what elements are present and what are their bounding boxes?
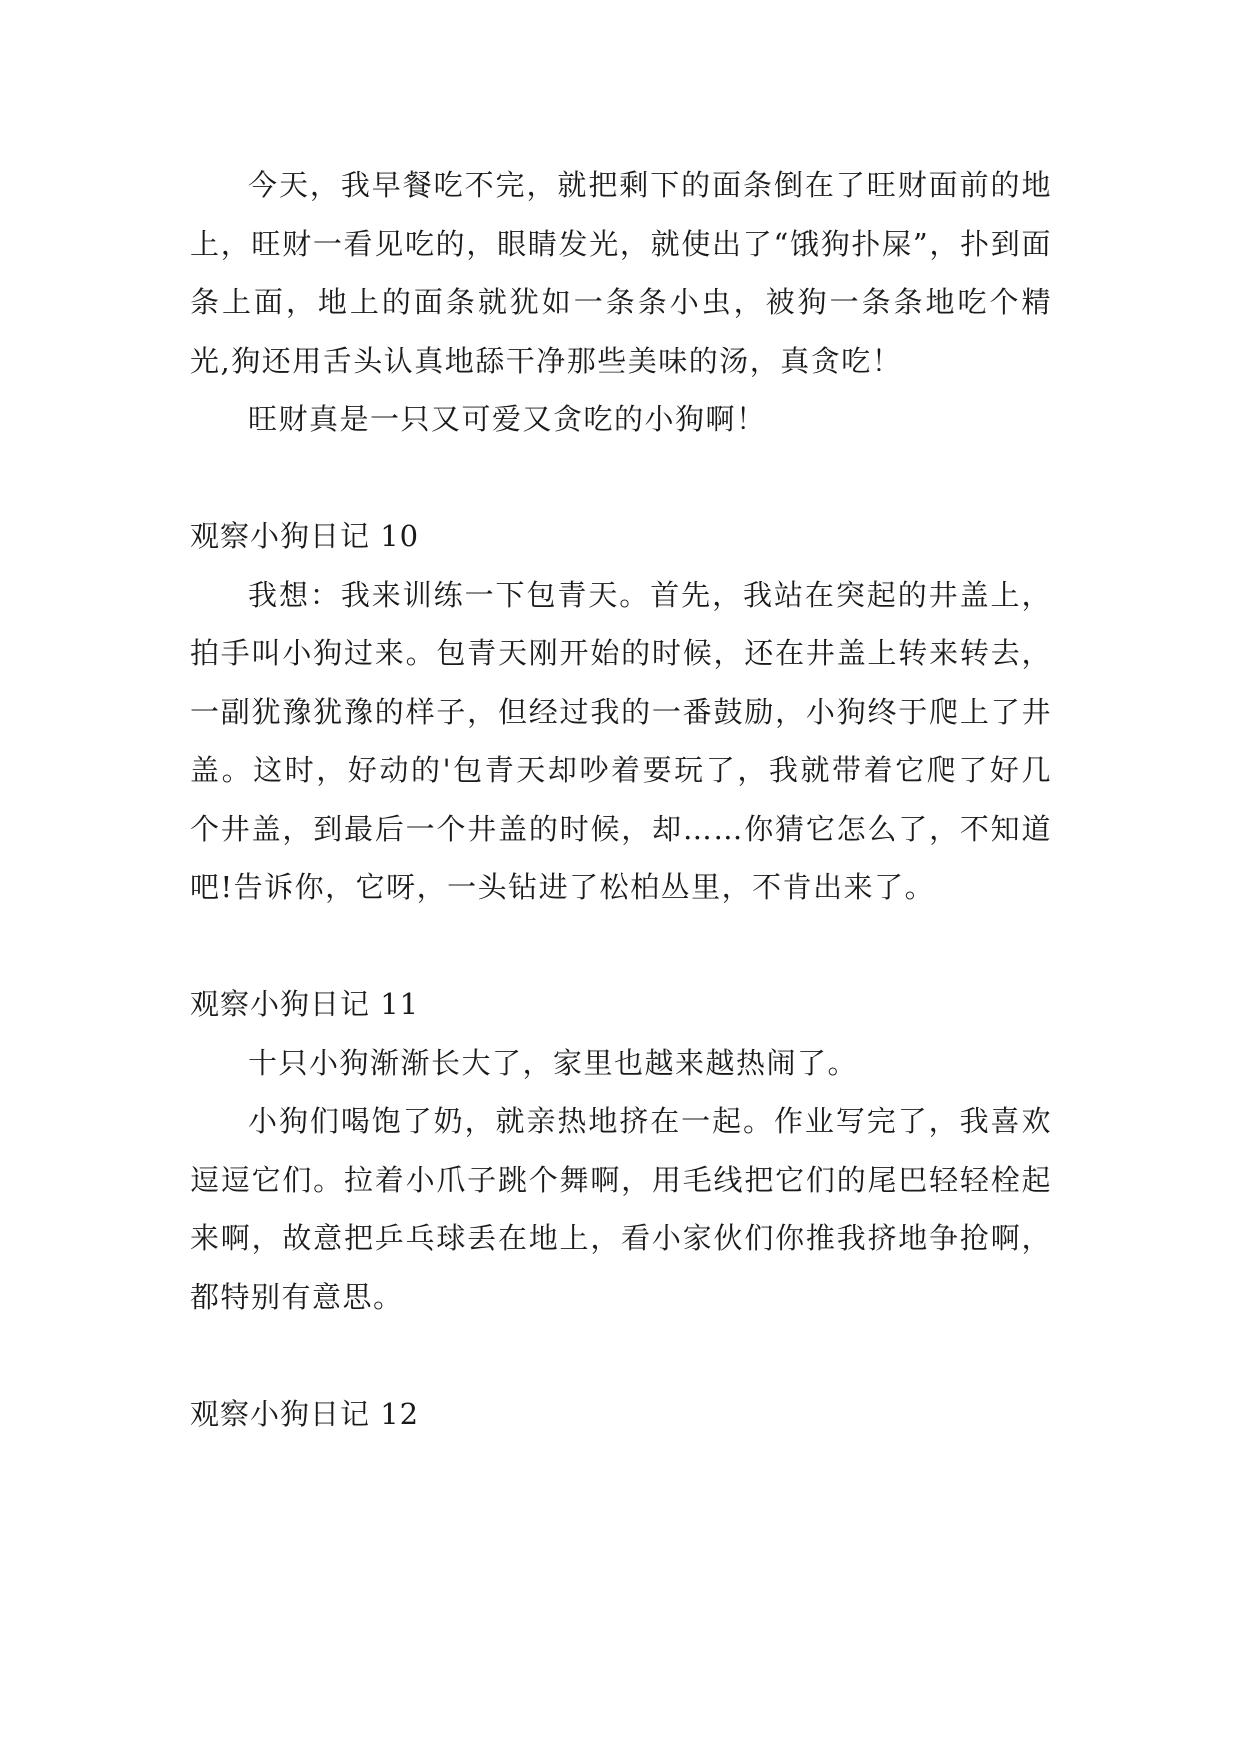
paragraph: 旺财真是一只又可爱又贪吃的小狗啊！ — [248, 402, 767, 436]
section-heading: 观察小狗日记 11 — [190, 987, 420, 1021]
section-spacer — [190, 917, 1052, 976]
paragraph: 十只小狗渐渐长大了，家里也越来越热闹了。 — [248, 1045, 859, 1080]
paragraph: 我想：我来训练一下包青天。首先，我站在突起的井盖上，拍手叫小狗过来。包青天刚开始的时候，还在井盖上转来转去，一副犹豫犹豫的样子，但经过我的一番鼓励，小狗终于爬上了井盖。这时，好动的'包青天却吵着要玩了，我就带着它爬了好几个井盖，到最后一个井盖的时候，却……你猜它怎么了，不知道吧!告诉你，它呀，一头钻进了松柏丛里，不肯出来了。 — [190, 577, 1052, 904]
document-page — [190, 156, 1052, 1443]
section-heading: 观察小狗日记 10 — [190, 519, 420, 553]
section-spacer — [190, 1326, 1052, 1385]
section-spacer — [190, 449, 1052, 508]
section-heading: 观察小狗日记 12 — [190, 1396, 420, 1431]
paragraph: 今天，我早餐吃不完，就把剩下的面条倒在了旺财面前的地上，旺财一看见吃的，眼睛发光，就使出了“饿狗扑屎”，扑到面条上面，地上的面条就犹如一条条小虫，被狗一条条地吃个精光,狗还用舌头认真地舔干净那些美味的汤，真贪吃！ — [190, 168, 1052, 378]
paragraph: 小狗们喝饱了奶，就亲热地挤在一起。作业写完了，我喜欢逗逗它们。拉着小爪子跳个舞啊，用毛线把它们的尾巴轻轻栓起来啊，故意把乒乓球丢在地上，看小家伙们你推我挤地争抢啊，都特别有意思。 — [190, 1104, 1052, 1314]
